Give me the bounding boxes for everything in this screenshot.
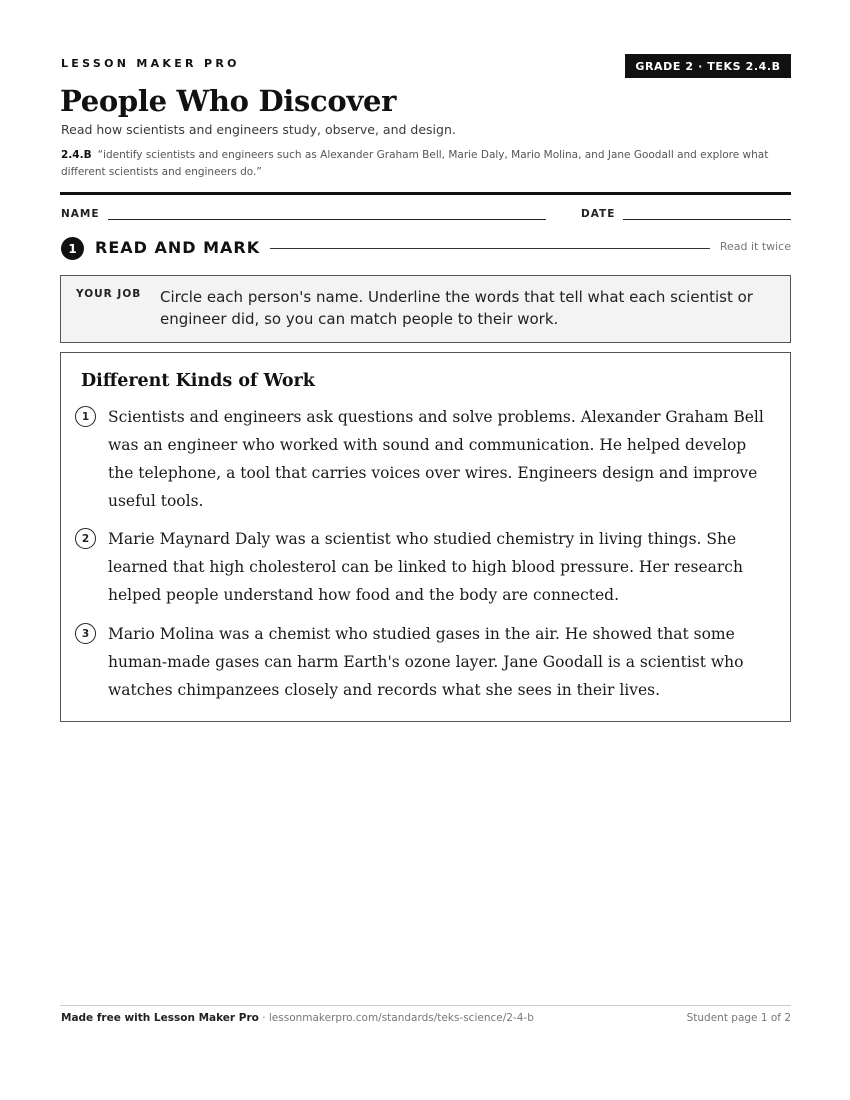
name-label: NAME: [61, 208, 100, 220]
paragraph-number-2: 2: [75, 528, 96, 549]
standard-statement: [61, 147, 791, 181]
paragraph-1: Scientists and engineers ask questions and solve problems. Alexander Graham Bell was an engineer who worked with sound and communication. He helped develop the telephone, a tool that carries voices over wires. Engineers design and improve useful tools.: [108, 408, 764, 510]
footer-separator: ·: [258, 1012, 269, 1024]
standard-code: 2.4.B: [61, 149, 92, 161]
section-title: READ AND MARK: [95, 238, 261, 257]
reading-passage: [60, 352, 791, 722]
passage-title: Different Kinds of Work: [81, 371, 315, 391]
date-label: DATE: [581, 208, 616, 220]
footer-url-link[interactable]: lessonmakerpro.com/standards/teks-science/2-4-b: [268, 1012, 534, 1024]
header-divider: [60, 192, 791, 195]
page-subtitle: Read how scientists and engineers study, observe, and design.: [61, 122, 456, 137]
your-job-label: YOUR JOB: [76, 288, 142, 300]
standard-text: “identify scientists and engineers such as Alexander Graham Bell, Marie Daly, Mario Molina, and Jane Goodall and explore what different scientists and engineers do.”: [61, 149, 769, 178]
your-job-box: [60, 275, 791, 343]
page-title: People Who Discover: [60, 84, 397, 118]
footer-page-number: Student page 1 of 2: [686, 1012, 791, 1024]
section-number-badge: 1: [61, 237, 84, 260]
your-job-text: Circle each person's name. Underline the words that tell what each scientist or engineer did, so you can match people to their work.: [160, 288, 753, 328]
brand-name: LESSON MAKER PRO: [61, 57, 240, 70]
footer-made-with: Made free with Lesson Maker Pro: [61, 1012, 259, 1024]
section-divider: [270, 248, 710, 249]
paragraph-number-3: 3: [75, 623, 96, 644]
footer-divider: [60, 1005, 791, 1006]
name-line[interactable]: [108, 219, 546, 220]
paragraph-2: Marie Maynard Daly was a scientist who studied chemistry in living things. She learned that high cholesterol can be linked to high blood pressure. Her research helped people understand how food and the body are connected.: [108, 530, 743, 604]
paragraph-3: Mario Molina was a chemist who studied gases in the air. He showed that some human-made gases can harm Earth's ozone layer. Jane Goodall is a scientist who watches chimpanzees closely and records what she sees in their lives.: [108, 625, 744, 699]
date-line[interactable]: [623, 219, 791, 220]
grade-badge: GRADE 2 · TEKS 2.4.B: [625, 54, 791, 78]
section-note: Read it twice: [719, 240, 791, 253]
footer-credit: [61, 1012, 534, 1024]
paragraph-number-1: 1: [75, 406, 96, 427]
